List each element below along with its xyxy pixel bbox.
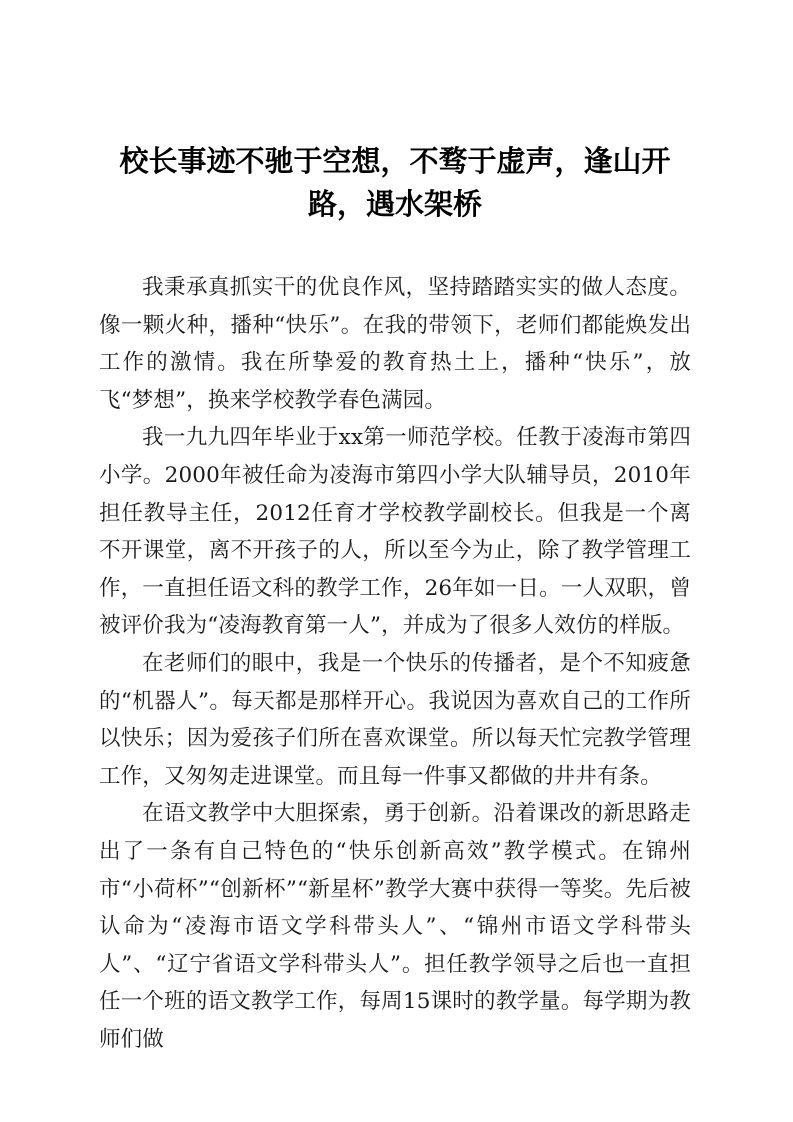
body-paragraph-1: 我秉承真抓实干的优良作风，坚持踏踏实实的做人态度。像一颗火种，播种“快乐”。在我的带领下，老师们都能焕发出工作的激情。我在所挚爱的教育热土上，播种“快乐”，放飞“梦想”，换来学校教学春色满园。	[99, 275, 691, 413]
document-body	[99, 269, 691, 1058]
body-paragraph-4: 在语文教学中大胆探索，勇于创新。沿着课改的新思路走出了一条有自己特色的“快乐创新高效”教学模式。在锦州市“小荷杯”“创新杯”“新星杯”教学大赛中获得一等奖。先后被认命为“凌海市语文学科带头人”、“锦州市语文学科带头人”、“辽宁省语文学科带头人”。担任教学领导之后也一直担任一个班的语文教学工作，每周15课时的教学量。每学期为教师们做	[99, 801, 691, 1052]
body-paragraph-3: 在老师们的眼中，我是一个快乐的传播者，是个不知疲惫的“机器人”。每天都是那样开心。我说因为喜欢自己的工作所以快乐；因为爱孩子们所在喜欢课堂。所以每天忙完教学管理工作，又匆匆走进课堂。而且每一件事又都做的井井有条。	[99, 650, 691, 789]
body-paragraph-2: 我一九九四年毕业于xx第一师范学校。任教于凌海市第四小学。2000年被任命为凌海市第四小学大队辅导员，2010年担任教导主任，2012任育才学校教学副校长。但我是一个离不开课堂，离不开孩子的人，所以至今为止，除了教学管理工作，一直担任语文科的教学工作，26年如一日。一人双职，曾被评价我为“凌海教育第一人”，并成为了很多人效仿的样版。	[99, 425, 691, 639]
document-content	[99, 140, 691, 1058]
page-title: 校长事迹不驰于空想，不骛于虚声，逢山开路，遇水架桥	[119, 144, 671, 221]
